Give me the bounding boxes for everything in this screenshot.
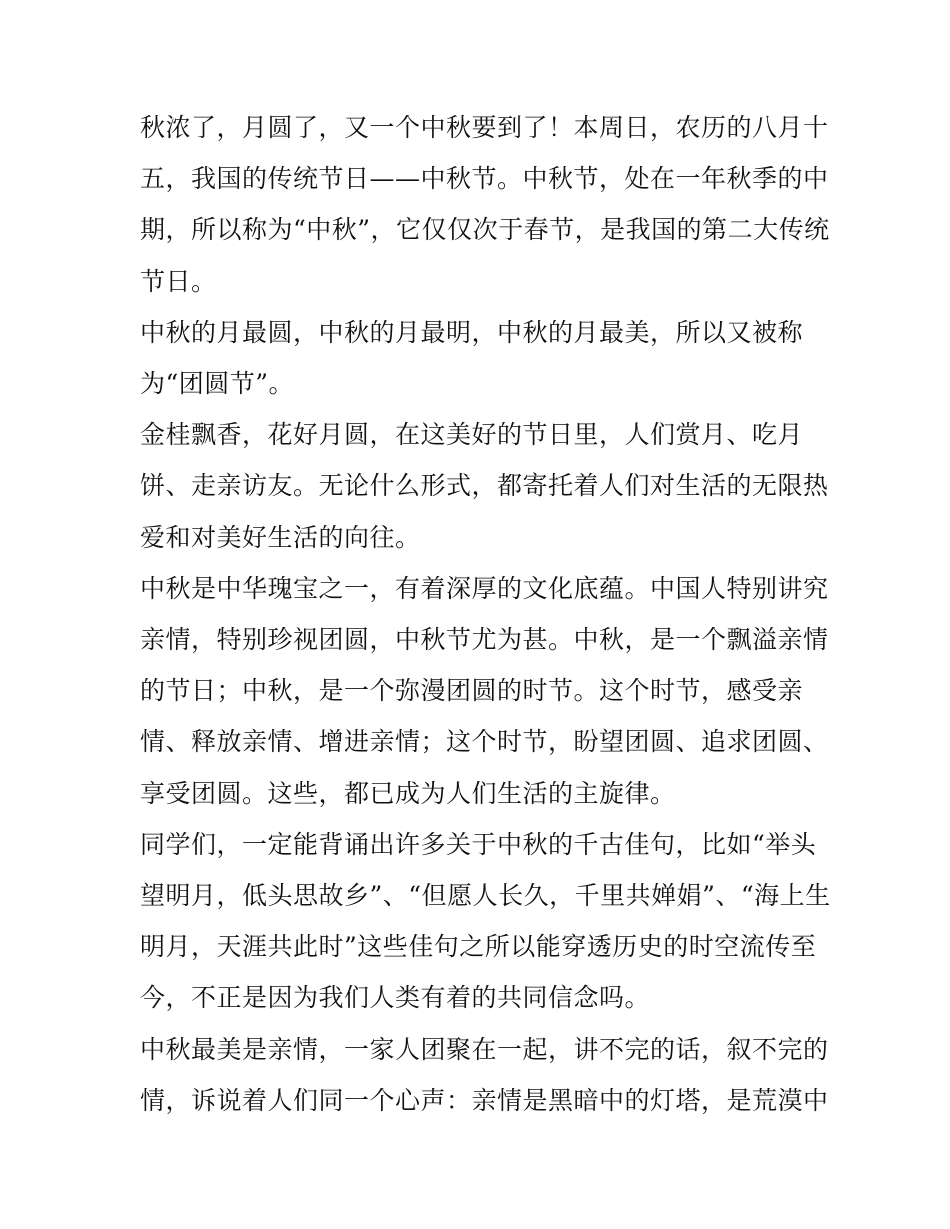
text-line: 同学们，一定能背诵出许多关于中秋的千古佳句，比如“举头 xyxy=(140,829,817,859)
text-line: 情、释放亲情、增进亲情；这个时节，盼望团圆、追求团圆、 xyxy=(140,727,829,757)
text-line: 中秋是中华瑰宝之一，有着深厚的文化底蕴。中国人特别讲究 xyxy=(140,573,829,603)
text-line: 明月，天涯共此时”这些佳句之所以能穿透历史的时空流传至 xyxy=(140,932,817,962)
text-line: 今，不正是因为我们人类有着的共同信念吗。 xyxy=(140,983,651,1013)
text-line: 节日。 xyxy=(140,266,217,296)
text-line: 秋浓了，月圆了，又一个中秋要到了！本周日，农历的八月十 xyxy=(140,113,829,142)
text-line: 享受团圆。这些，都已成为人们生活的主旋律。 xyxy=(140,778,676,808)
text-line: 的节日；中秋，是一个弥漫团圆的时节。这个时节，感受亲 xyxy=(140,676,804,706)
text-line: 五，我国的传统节日——中秋节。中秋节，处在一年秋季的中 xyxy=(140,164,829,194)
document-body xyxy=(140,102,831,1126)
paragraph-customs xyxy=(140,409,829,563)
paragraph-classic-poems xyxy=(140,819,831,1024)
text-line: 为“团圆节”。 xyxy=(140,369,295,399)
text-line: 中秋最美是亲情，一家人团聚在一起，讲不完的话，叙不完的 xyxy=(140,1034,829,1064)
text-line: 爱和对美好生活的向往。 xyxy=(140,522,421,552)
text-line: 亲情，特别珍视团圆，中秋节尤为甚。中秋，是一个飘溢亲情 xyxy=(140,625,829,655)
text-line: 饼、走亲访友。无论什么形式，都寄托着人们对生活的无限热 xyxy=(140,471,829,501)
paragraph-family-affection xyxy=(140,563,829,819)
text-line: 期，所以称为“中秋”，它仅仅次于春节，是我国的第二大传统 xyxy=(140,215,830,245)
text-line: 情，诉说着人们同一个心声：亲情是黑暗中的灯塔，是荒漠中 xyxy=(140,1085,829,1115)
paragraph-closing xyxy=(140,1024,829,1126)
text-line: 金桂飘香，花好月圆，在这美好的节日里，人们赏月、吃月 xyxy=(140,420,804,450)
paragraph-mid-autumn-intro xyxy=(140,102,830,307)
text-line: 中秋的月最圆，中秋的月最明，中秋的月最美，所以又被称 xyxy=(140,317,804,347)
paragraph-reunion-festival xyxy=(140,307,820,409)
text-line: 望明月，低头思故乡”、“但愿人长久，千里共婵娟”、“海上生 xyxy=(140,881,831,911)
